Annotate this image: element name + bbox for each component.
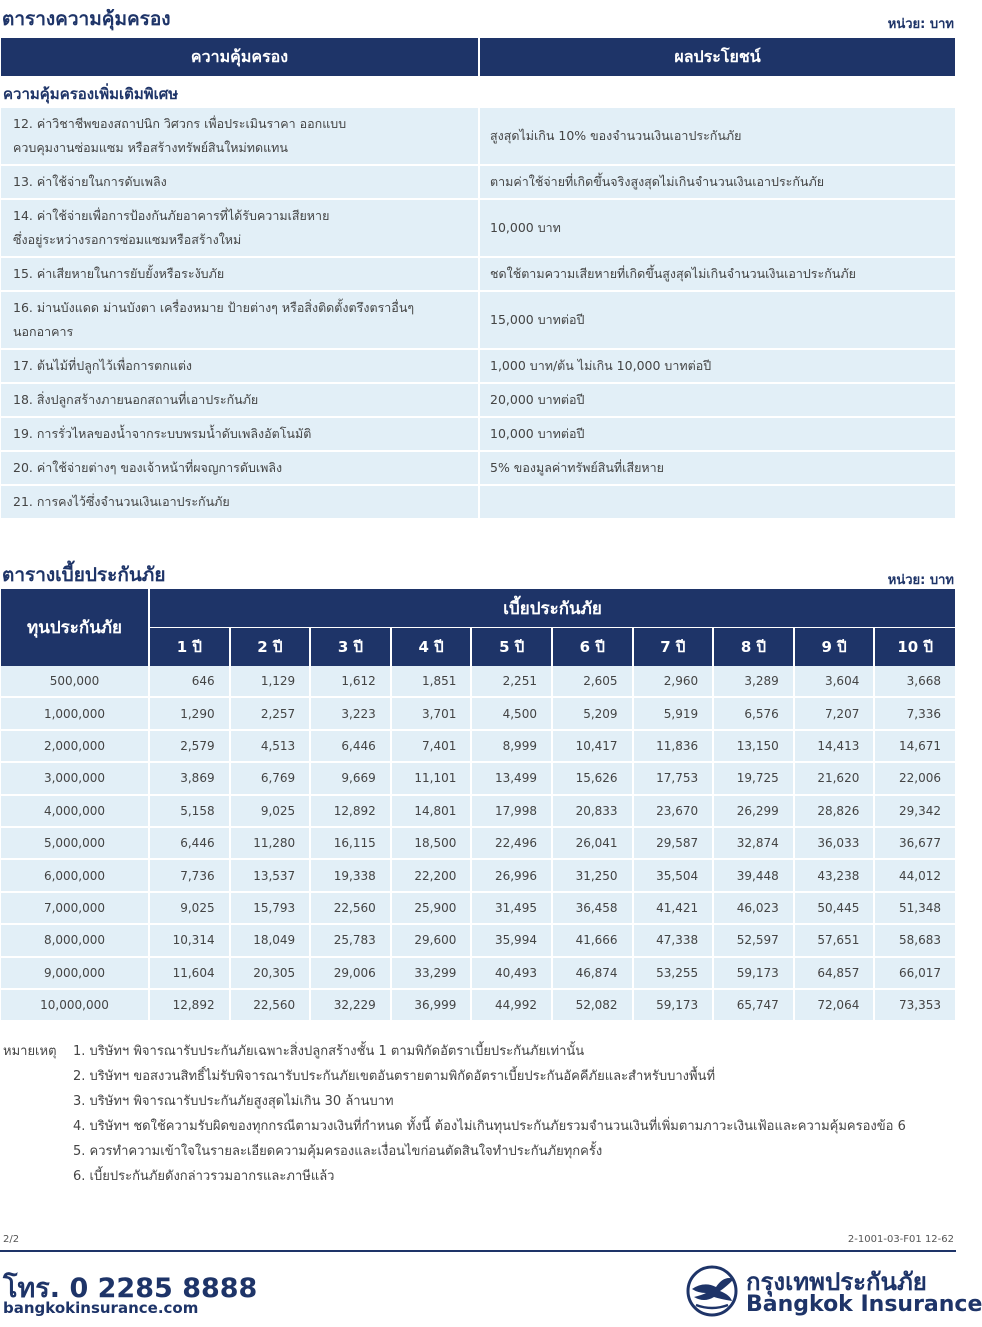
coverage-item: 15. ค่าเสียหายในการยับยั้งหรือระงับภัย bbox=[1, 257, 479, 291]
sum-insured-cell: 1,000,000 bbox=[1, 697, 149, 729]
premium-cell: 17,753 bbox=[633, 762, 714, 794]
coverage-item: 17. ต้นไม้ที่ปลูกไว้เพื่อการตกแต่ง bbox=[1, 349, 479, 383]
coverage-section-title: ความคุ้มครองเพิ่มเติมพิเศษ bbox=[1, 76, 955, 108]
premium-cell: 44,012 bbox=[874, 859, 955, 891]
premium-cell: 12,892 bbox=[149, 989, 230, 1021]
coverage-row bbox=[1, 108, 955, 165]
coverage-row bbox=[1, 291, 955, 349]
coverage-row bbox=[1, 349, 955, 383]
sum-insured-cell: 4,000,000 bbox=[1, 795, 149, 827]
premium-row bbox=[1, 666, 955, 697]
premium-cell: 11,101 bbox=[391, 762, 472, 794]
premium-cell: 25,900 bbox=[391, 892, 472, 924]
premium-cell: 1,290 bbox=[149, 697, 230, 729]
premium-cell: 29,587 bbox=[633, 827, 714, 859]
note-text: 1. บริษัทฯ พิจารณารับประกันภัยเฉพาะสิ่งปลูกสร้างชั้น 1 ตามพิกัดอัตราเบี้ยประกันภัยเท่านั้น bbox=[73, 1044, 585, 1059]
premium-cell: 11,280 bbox=[230, 827, 311, 859]
coverage-item: 12. ค่าวิชาชีพของสถาปนิก วิศวกร เพื่อประเมินราคา ออกแบบ ควบคุมงานซ่อมแซม หรือสร้างทรัพย์สินใหม่ทดแทน bbox=[1, 108, 479, 165]
coverage-item: 13. ค่าใช้จ่ายในการดับเพลิง bbox=[1, 165, 479, 199]
premium-cell: 16,115 bbox=[310, 827, 391, 859]
sum-insured-cell: 9,000,000 bbox=[1, 957, 149, 989]
premium-cell: 6,769 bbox=[230, 762, 311, 794]
year-header: 7 ปี bbox=[633, 628, 714, 667]
premium-cell: 8,999 bbox=[471, 730, 552, 762]
coverage-benefit: สูงสุดไม่เกิน 10% ของจำนวนเงินเอาประกันภัย bbox=[479, 108, 955, 165]
sum-insured-cell: 6,000,000 bbox=[1, 859, 149, 891]
premium-cell: 7,736 bbox=[149, 859, 230, 891]
premium-cell: 41,666 bbox=[552, 924, 633, 956]
year-header: 1 ปี bbox=[149, 628, 230, 667]
year-header: 3 ปี bbox=[310, 628, 391, 667]
premium-cell: 35,994 bbox=[471, 924, 552, 956]
premium-unit: หน่วย: บาท bbox=[887, 573, 954, 588]
year-header: 2 ปี bbox=[230, 628, 311, 667]
premium-title: ตารางเบี้ยประกันภัย bbox=[2, 564, 166, 586]
bird-globe-logo-icon bbox=[686, 1265, 738, 1317]
year-header: 8 ปี bbox=[713, 628, 794, 667]
premium-cell: 18,049 bbox=[230, 924, 311, 956]
premium-cell: 28,826 bbox=[794, 795, 875, 827]
premium-cell: 73,353 bbox=[874, 989, 955, 1021]
premium-row bbox=[1, 827, 955, 859]
premium-cell: 3,604 bbox=[794, 666, 875, 697]
premium-cell: 15,626 bbox=[552, 762, 633, 794]
premium-cell: 3,289 bbox=[713, 666, 794, 697]
premium-cell: 44,992 bbox=[471, 989, 552, 1021]
note-text: 6. เบี้ยประกันภัยดังกล่าวรวมอากรและภาษีแล้ว bbox=[73, 1169, 335, 1184]
premium-cell: 1,851 bbox=[391, 666, 472, 697]
note-text: 5. ควรทำความเข้าใจในรายละเอียดความคุ้มครองและเงื่อนไขก่อนตัดสินใจทำประกันภัยทุกครั้ง bbox=[73, 1144, 603, 1159]
premium-cell: 36,033 bbox=[794, 827, 875, 859]
premium-cell: 2,579 bbox=[149, 730, 230, 762]
premium-cell: 22,496 bbox=[471, 827, 552, 859]
coverage-item: 20. ค่าใช้จ่ายต่างๆ ของเจ้าหน้าที่ผจญการดับเพลิง bbox=[1, 451, 479, 485]
premium-cell: 36,999 bbox=[391, 989, 472, 1021]
coverage-benefit: 20,000 บาทต่อปี bbox=[479, 383, 955, 417]
sum-insured-cell: 2,000,000 bbox=[1, 730, 149, 762]
premium-cell: 40,493 bbox=[471, 957, 552, 989]
premium-cell: 65,747 bbox=[713, 989, 794, 1021]
website-link[interactable]: bangkokinsurance.com bbox=[3, 1299, 199, 1317]
premium-cell: 4,513 bbox=[230, 730, 311, 762]
coverage-row bbox=[1, 165, 955, 199]
coverage-table bbox=[1, 38, 955, 520]
coverage-benefit bbox=[479, 485, 955, 519]
premium-cell: 50,445 bbox=[794, 892, 875, 924]
premium-cell: 2,257 bbox=[230, 697, 311, 729]
coverage-title-row bbox=[2, 4, 954, 34]
brand-name-thai: กรุงเทพประกันภัย bbox=[746, 1268, 927, 1296]
notes-block bbox=[3, 1038, 955, 1188]
premium-cell: 3,223 bbox=[310, 697, 391, 729]
coverage-item: 14. ค่าใช้จ่ายเพื่อการป้องกันภัยอาคารที่ได้รับความเสียหาย ซึ่งอยู่ระหว่างรอการซ่อมแซมหรือสร้างใหม่ bbox=[1, 199, 479, 257]
premium-cell: 2,605 bbox=[552, 666, 633, 697]
premium-cell: 72,064 bbox=[794, 989, 875, 1021]
premium-title-row bbox=[2, 560, 954, 590]
premium-cell: 32,874 bbox=[713, 827, 794, 859]
premium-cell: 14,413 bbox=[794, 730, 875, 762]
premium-cell: 20,833 bbox=[552, 795, 633, 827]
premium-cell: 33,299 bbox=[391, 957, 472, 989]
premium-cell: 5,919 bbox=[633, 697, 714, 729]
coverage-item: 18. สิ่งปลูกสร้างภายนอกสถานที่เอาประกันภัย bbox=[1, 383, 479, 417]
sum-insured-cell: 8,000,000 bbox=[1, 924, 149, 956]
premium-cell: 21,620 bbox=[794, 762, 875, 794]
premium-row bbox=[1, 957, 955, 989]
premium-row bbox=[1, 730, 955, 762]
note-item bbox=[3, 1113, 955, 1138]
coverage-row bbox=[1, 485, 955, 519]
premium-cell: 9,025 bbox=[149, 892, 230, 924]
premium-cell: 59,173 bbox=[633, 989, 714, 1021]
premium-cell: 52,597 bbox=[713, 924, 794, 956]
premium-row bbox=[1, 697, 955, 729]
premium-cell: 26,041 bbox=[552, 827, 633, 859]
premium-cell: 1,129 bbox=[230, 666, 311, 697]
premium-cell: 3,869 bbox=[149, 762, 230, 794]
year-header: 10 ปี bbox=[874, 628, 955, 667]
premium-cell: 6,446 bbox=[310, 730, 391, 762]
year-header: 4 ปี bbox=[391, 628, 472, 667]
premium-group-header: เบี้ยประกันภัย bbox=[149, 589, 955, 628]
premium-cell: 35,504 bbox=[633, 859, 714, 891]
premium-cell: 31,250 bbox=[552, 859, 633, 891]
premium-cell: 39,448 bbox=[713, 859, 794, 891]
premium-cell: 3,701 bbox=[391, 697, 472, 729]
premium-cell: 13,499 bbox=[471, 762, 552, 794]
premium-cell: 13,537 bbox=[230, 859, 311, 891]
premium-row bbox=[1, 762, 955, 794]
coverage-row bbox=[1, 451, 955, 485]
coverage-row bbox=[1, 383, 955, 417]
notes-label: หมายเหตุ bbox=[3, 1044, 57, 1059]
coverage-column-header: ความคุ้มครอง bbox=[1, 38, 479, 76]
premium-cell: 36,458 bbox=[552, 892, 633, 924]
premium-cell: 26,299 bbox=[713, 795, 794, 827]
premium-cell: 23,670 bbox=[633, 795, 714, 827]
premium-cell: 6,446 bbox=[149, 827, 230, 859]
note-text: 3. บริษัทฯ พิจารณารับประกันภัยสูงสุดไม่เกิน 30 ล้านบาท bbox=[73, 1094, 394, 1109]
page-number: 2/2 bbox=[3, 1234, 20, 1245]
premium-cell: 29,006 bbox=[310, 957, 391, 989]
footer-divider bbox=[0, 1250, 956, 1252]
note-text: 4. บริษัทฯ ชดใช้ความรับผิดของทุกกรณีตามวงเงินที่กำหนด ทั้งนี้ ต้องไม่เกินทุนประกันภัยรวมจำนวนเงินที่เพิ่มตามภาวะเงินเฟ้อและความคุ้มครองข้อ 6 bbox=[73, 1119, 906, 1134]
year-header: 5 ปี bbox=[471, 628, 552, 667]
premium-cell: 19,338 bbox=[310, 859, 391, 891]
premium-cell: 26,996 bbox=[471, 859, 552, 891]
premium-cell: 17,998 bbox=[471, 795, 552, 827]
premium-cell: 58,683 bbox=[874, 924, 955, 956]
premium-cell: 7,207 bbox=[794, 697, 875, 729]
premium-cell: 646 bbox=[149, 666, 230, 697]
premium-cell: 43,238 bbox=[794, 859, 875, 891]
premium-cell: 2,251 bbox=[471, 666, 552, 697]
premium-cell: 25,783 bbox=[310, 924, 391, 956]
premium-cell: 46,023 bbox=[713, 892, 794, 924]
sum-insured-header: ทุนประกันภัย bbox=[1, 589, 149, 666]
note-item bbox=[3, 1088, 955, 1113]
premium-cell: 13,150 bbox=[713, 730, 794, 762]
premium-cell: 57,651 bbox=[794, 924, 875, 956]
premium-cell: 19,725 bbox=[713, 762, 794, 794]
sum-insured-cell: 500,000 bbox=[1, 666, 149, 697]
coverage-benefit: ชดใช้ตามความเสียหายที่เกิดขึ้นสูงสุดไม่เกินจำนวนเงินเอาประกันภัย bbox=[479, 257, 955, 291]
premium-cell: 52,082 bbox=[552, 989, 633, 1021]
premium-cell: 11,604 bbox=[149, 957, 230, 989]
premium-cell: 22,560 bbox=[230, 989, 311, 1021]
premium-cell: 4,500 bbox=[471, 697, 552, 729]
coverage-benefit: 10,000 บาทต่อปี bbox=[479, 417, 955, 451]
benefit-column-header: ผลประโยชน์ bbox=[479, 38, 955, 76]
premium-cell: 5,158 bbox=[149, 795, 230, 827]
premium-cell: 7,401 bbox=[391, 730, 472, 762]
premium-cell: 32,229 bbox=[310, 989, 391, 1021]
premium-cell: 1,612 bbox=[310, 666, 391, 697]
premium-cell: 41,421 bbox=[633, 892, 714, 924]
premium-cell: 64,857 bbox=[794, 957, 875, 989]
coverage-benefit: ตามค่าใช้จ่ายที่เกิดขึ้นจริงสูงสุดไม่เกินจำนวนเงินเอาประกันภัย bbox=[479, 165, 955, 199]
coverage-benefit: 10,000 บาท bbox=[479, 199, 955, 257]
coverage-title: ตารางความคุ้มครอง bbox=[2, 8, 171, 30]
premium-cell: 51,348 bbox=[874, 892, 955, 924]
premium-cell: 2,960 bbox=[633, 666, 714, 697]
premium-cell: 12,892 bbox=[310, 795, 391, 827]
document-code: 2-1001-03-F01 12-62 bbox=[847, 1234, 954, 1245]
premium-cell: 14,671 bbox=[874, 730, 955, 762]
coverage-unit: หน่วย: บาท bbox=[887, 17, 954, 32]
premium-row bbox=[1, 795, 955, 827]
premium-cell: 59,173 bbox=[713, 957, 794, 989]
year-header: 6 ปี bbox=[552, 628, 633, 667]
premium-cell: 22,200 bbox=[391, 859, 472, 891]
sum-insured-cell: 10,000,000 bbox=[1, 989, 149, 1021]
premium-cell: 7,336 bbox=[874, 697, 955, 729]
brand-name-english: Bangkok Insurance bbox=[746, 1292, 982, 1317]
premium-cell: 3,668 bbox=[874, 666, 955, 697]
phone-number: โทร. 0 2285 8888 bbox=[3, 1273, 258, 1304]
note-item bbox=[3, 1063, 955, 1088]
premium-cell: 15,793 bbox=[230, 892, 311, 924]
note-item bbox=[3, 1138, 955, 1163]
note-text: 2. บริษัทฯ ขอสงวนสิทธิ์ไม่รับพิจารณารับประกันภัยเขตอันตรายตามพิกัดอัตราเบี้ยประกันอัคคีภัยและสำหรับบางพื้นที่ bbox=[73, 1069, 716, 1084]
coverage-item: 16. ม่านบังแดด ม่านบังตา เครื่องหมาย ป้ายต่างๆ หรือสิ่งติดตั้งตรึงตราอื่นๆ นอกอาคาร bbox=[1, 291, 479, 349]
premium-cell: 31,495 bbox=[471, 892, 552, 924]
premium-row bbox=[1, 892, 955, 924]
premium-cell: 29,342 bbox=[874, 795, 955, 827]
premium-cell: 66,017 bbox=[874, 957, 955, 989]
coverage-benefit: 1,000 บาท/ต้น ไม่เกิน 10,000 บาทต่อปี bbox=[479, 349, 955, 383]
premium-cell: 20,305 bbox=[230, 957, 311, 989]
premium-cell: 11,836 bbox=[633, 730, 714, 762]
premium-row bbox=[1, 924, 955, 956]
coverage-item: 21. การคงไว้ซึ่งจำนวนเงินเอาประกันภัย bbox=[1, 485, 479, 519]
coverage-benefit: 5% ของมูลค่าทรัพย์สินที่เสียหาย bbox=[479, 451, 955, 485]
premium-cell: 5,209 bbox=[552, 697, 633, 729]
sum-insured-cell: 5,000,000 bbox=[1, 827, 149, 859]
premium-cell: 9,025 bbox=[230, 795, 311, 827]
premium-cell: 47,338 bbox=[633, 924, 714, 956]
premium-table bbox=[1, 589, 955, 1022]
sum-insured-cell: 3,000,000 bbox=[1, 762, 149, 794]
year-header: 9 ปี bbox=[794, 628, 875, 667]
premium-row bbox=[1, 989, 955, 1021]
premium-cell: 22,560 bbox=[310, 892, 391, 924]
note-item bbox=[3, 1038, 955, 1063]
premium-row bbox=[1, 859, 955, 891]
premium-cell: 36,677 bbox=[874, 827, 955, 859]
premium-cell: 6,576 bbox=[713, 697, 794, 729]
premium-cell: 53,255 bbox=[633, 957, 714, 989]
coverage-benefit: 15,000 บาทต่อปี bbox=[479, 291, 955, 349]
premium-cell: 14,801 bbox=[391, 795, 472, 827]
premium-cell: 10,417 bbox=[552, 730, 633, 762]
coverage-row bbox=[1, 417, 955, 451]
coverage-row bbox=[1, 257, 955, 291]
premium-cell: 18,500 bbox=[391, 827, 472, 859]
premium-cell: 9,669 bbox=[310, 762, 391, 794]
premium-cell: 22,006 bbox=[874, 762, 955, 794]
note-item bbox=[3, 1163, 955, 1188]
coverage-item: 19. การรั่วไหลของน้ำจากระบบพรมน้ำดับเพลิงอัตโนมัติ bbox=[1, 417, 479, 451]
sum-insured-cell: 7,000,000 bbox=[1, 892, 149, 924]
premium-cell: 29,600 bbox=[391, 924, 472, 956]
coverage-row bbox=[1, 199, 955, 257]
premium-cell: 46,874 bbox=[552, 957, 633, 989]
premium-cell: 10,314 bbox=[149, 924, 230, 956]
